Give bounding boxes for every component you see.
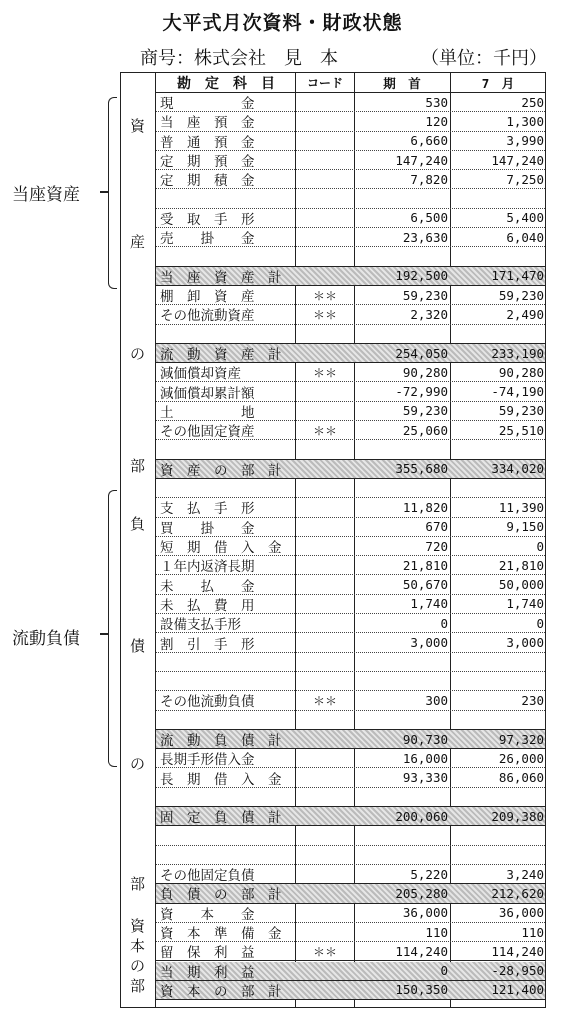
account-cell	[160, 788, 292, 806]
code-cell	[296, 904, 354, 922]
side-label-current-assets: 当座資産	[12, 185, 80, 205]
table-row	[156, 904, 545, 923]
account-cell: 固 定 負 債 計	[160, 810, 282, 827]
prior-value-cell	[356, 846, 448, 864]
code-cell	[296, 556, 354, 574]
code-cell	[296, 132, 354, 150]
month-value-cell: 3,240	[506, 866, 544, 882]
code-cell	[296, 170, 354, 188]
table-row	[156, 865, 545, 884]
prior-value-cell: 670	[425, 519, 448, 535]
balance-sheet-table	[120, 72, 546, 1008]
prior-value-cell: 6,500	[410, 210, 448, 226]
account-cell: 未 払 金	[160, 578, 255, 595]
account-cell: 未 払 費 用	[160, 597, 255, 614]
month-value-cell	[452, 247, 544, 265]
code-cell	[296, 633, 354, 651]
prior-value-cell: 16,000	[402, 750, 448, 766]
account-cell	[160, 846, 292, 864]
code-cell	[296, 711, 354, 729]
code-cell	[296, 190, 354, 208]
month-value-cell: 59,230	[498, 287, 544, 303]
code-cell	[296, 479, 354, 497]
brace-tip-current-liabilities	[100, 633, 108, 635]
code-cell	[296, 402, 354, 420]
code-cell	[296, 267, 354, 285]
code-cell	[296, 846, 354, 864]
month-value-cell	[452, 711, 544, 729]
account-cell: 割 引 手 形	[160, 636, 255, 653]
account-cell: 土 地	[160, 404, 255, 421]
account-cell: 当 期 利 益	[160, 964, 255, 981]
section-char: 部	[129, 875, 145, 893]
table-row	[156, 826, 545, 845]
month-value-cell: 6,040	[506, 229, 544, 245]
prior-value-cell	[356, 826, 448, 844]
code-cell	[296, 537, 354, 555]
month-value-cell	[452, 479, 544, 497]
table-row	[156, 537, 545, 556]
account-cell: 長期手形借入金	[160, 752, 255, 769]
month-value-cell: 171,470	[491, 268, 544, 284]
account-cell	[160, 247, 292, 265]
table-row	[156, 402, 545, 421]
table-row	[156, 962, 545, 981]
section-char: 債	[129, 637, 145, 655]
account-cell: 現 金	[160, 96, 255, 113]
month-value-cell: 121,400	[491, 982, 544, 998]
section-char: 本	[129, 937, 145, 955]
code-cell	[296, 460, 354, 478]
code-cell	[296, 383, 354, 401]
account-cell	[160, 479, 292, 497]
month-value-cell: 114,240	[491, 943, 544, 959]
month-value-cell: 1,300	[506, 113, 544, 129]
unit-label: （単位：千円）	[421, 48, 547, 69]
month-value-cell: -28,950	[491, 963, 544, 979]
prior-value-cell: 530	[425, 94, 448, 110]
code-cell: ＊＊	[312, 693, 337, 708]
month-value-cell: -74,190	[491, 384, 544, 400]
table-row	[156, 576, 545, 595]
code-cell	[296, 93, 354, 111]
account-cell	[160, 826, 292, 844]
column-header-prior: 期 首	[383, 75, 421, 91]
prior-value-cell	[356, 479, 448, 497]
table-row	[156, 633, 545, 652]
code-cell	[296, 653, 354, 671]
prior-value-cell	[356, 247, 448, 265]
code-cell	[296, 962, 354, 980]
table-row	[156, 691, 545, 710]
code-cell	[296, 595, 354, 613]
account-cell: 設備支払手形	[160, 617, 241, 634]
code-cell	[296, 769, 354, 787]
section-char: の	[129, 345, 145, 363]
month-value-cell: 2,490	[506, 306, 544, 322]
code-cell	[296, 112, 354, 130]
table-row	[156, 884, 545, 903]
month-value-cell: 11,390	[498, 499, 544, 515]
month-value-cell: 50,000	[498, 577, 544, 593]
prior-value-cell: 147,240	[395, 152, 448, 168]
prior-value-cell: 355,680	[395, 461, 448, 477]
account-cell: 資 本 金	[160, 906, 255, 923]
month-value-cell: 7,250	[506, 171, 544, 187]
code-cell	[296, 228, 354, 246]
table-row	[156, 769, 545, 788]
account-cell: 定 期 積 金	[160, 173, 255, 190]
month-value-cell: 36,000	[498, 905, 544, 921]
section-column	[121, 73, 156, 1007]
prior-value-cell: 192,500	[395, 268, 448, 284]
month-value-cell: 5,400	[506, 210, 544, 226]
table-row	[156, 228, 545, 247]
table-row	[156, 190, 545, 209]
month-value-cell: 212,620	[491, 885, 544, 901]
code-cell	[296, 865, 354, 883]
code-cell	[296, 247, 354, 265]
month-value-cell: 250	[521, 94, 544, 110]
prior-value-cell	[356, 653, 448, 671]
prior-value-cell: 110	[425, 924, 448, 940]
column-header-month: 7 月	[481, 75, 515, 91]
prior-value-cell: 21,810	[402, 557, 448, 573]
prior-value-cell	[356, 788, 448, 806]
prior-value-cell: 90,730	[402, 731, 448, 747]
table-row	[156, 383, 545, 402]
prior-value-cell: 254,050	[395, 345, 448, 361]
prior-value-cell: 205,280	[395, 885, 448, 901]
account-cell	[160, 440, 292, 458]
prior-value-cell: 6,660	[410, 133, 448, 149]
month-value-cell: 110	[521, 924, 544, 940]
prior-value-cell: 300	[425, 692, 448, 708]
code-cell	[296, 981, 354, 999]
account-cell: 流 動 資 産 計	[160, 347, 282, 364]
month-value-cell: 21,810	[498, 557, 544, 573]
account-cell	[160, 190, 292, 208]
section-char: 資	[129, 917, 145, 935]
month-value-cell	[452, 190, 544, 208]
account-cell: 売 掛 金	[160, 231, 255, 248]
month-value-cell: 25,510	[498, 422, 544, 438]
code-cell	[296, 923, 354, 941]
table-row	[156, 209, 545, 228]
code-cell: ＊＊	[312, 944, 337, 959]
section-char: の	[129, 755, 145, 773]
account-cell: 減価償却累計額	[160, 385, 255, 402]
table-row	[156, 363, 545, 382]
prior-value-cell: 120	[425, 113, 448, 129]
table-row	[156, 479, 545, 498]
month-value-cell: 209,380	[491, 808, 544, 824]
table-row	[156, 981, 545, 1000]
prior-value-cell: 25,060	[402, 422, 448, 438]
account-cell: 買 掛 金	[160, 520, 255, 537]
month-value-cell	[452, 846, 544, 864]
month-value-cell: 334,020	[491, 461, 544, 477]
table-row	[156, 556, 545, 575]
section-char: の	[129, 957, 145, 975]
month-value-cell: 97,320	[498, 731, 544, 747]
prior-value-cell	[356, 711, 448, 729]
code-cell	[296, 672, 354, 690]
side-label-current-liabilities: 流動負債	[12, 629, 80, 649]
month-value-cell: 233,190	[491, 345, 544, 361]
table-row	[156, 286, 545, 305]
account-cell: 資 本 の 部 計	[160, 983, 282, 1000]
prior-value-cell: 59,230	[402, 403, 448, 419]
account-cell: その他流動負債	[160, 694, 255, 711]
prior-value-cell: 50,670	[402, 577, 448, 593]
month-value-cell	[452, 440, 544, 458]
code-cell	[296, 518, 354, 536]
code-cell	[296, 498, 354, 516]
account-cell: その他固定負債	[160, 868, 255, 885]
month-value-cell: 230	[521, 692, 544, 708]
account-cell: 流 動 負 債 計	[160, 733, 282, 750]
table-row	[156, 730, 545, 749]
code-cell	[296, 209, 354, 227]
account-cell	[160, 711, 292, 729]
code-cell	[296, 440, 354, 458]
code-cell	[296, 884, 354, 902]
month-value-cell: 0	[536, 538, 544, 554]
page-title: 大平式月次資料・財政状態	[162, 12, 403, 34]
code-cell	[296, 749, 354, 767]
month-value-cell: 86,060	[498, 770, 544, 786]
account-cell: その他固定資産	[160, 424, 255, 441]
code-cell	[296, 730, 354, 748]
prior-value-cell: 0	[440, 963, 448, 979]
table-row	[156, 807, 545, 826]
month-value-cell: 59,230	[498, 403, 544, 419]
section-char: 産	[129, 233, 145, 251]
table-row	[156, 788, 545, 807]
account-cell: 支 払 手 形	[160, 501, 255, 518]
code-cell	[296, 151, 354, 169]
month-value-cell: 3,990	[506, 133, 544, 149]
table-row	[156, 305, 545, 324]
account-cell: 資 産 の 部 計	[160, 462, 282, 479]
prior-value-cell	[356, 440, 448, 458]
table-row	[156, 267, 545, 286]
account-cell: 定 期 預 金	[160, 154, 255, 171]
prior-value-cell	[356, 325, 448, 343]
table-row	[156, 749, 545, 768]
code-cell	[296, 344, 354, 362]
code-cell	[296, 614, 354, 632]
account-cell: 長 期 借 入 金	[160, 771, 282, 788]
prior-value-cell: 59,230	[402, 287, 448, 303]
table-row	[156, 247, 545, 266]
account-cell: 留 保 利 益	[160, 945, 255, 962]
account-cell: その他流動資産	[160, 308, 255, 325]
table-row	[156, 614, 545, 633]
code-cell: ＊＊	[312, 365, 337, 380]
table-row	[156, 170, 545, 189]
prior-value-cell: 23,630	[402, 229, 448, 245]
table-row	[156, 942, 545, 961]
table-row	[156, 923, 545, 942]
account-cell: 減価償却資産	[160, 366, 241, 383]
account-cell	[160, 672, 292, 690]
column-header-code: コード	[306, 76, 343, 90]
account-cell: 当 座 資 産 計	[160, 269, 282, 286]
section-char: 負	[129, 515, 145, 533]
prior-value-cell	[356, 190, 448, 208]
prior-value-cell: 90,280	[402, 364, 448, 380]
month-value-cell: 90,280	[498, 364, 544, 380]
month-value-cell: 147,240	[491, 152, 544, 168]
prior-value-cell: 11,820	[402, 499, 448, 515]
account-cell	[160, 653, 292, 671]
account-cell: 負 債 の 部 計	[160, 887, 282, 904]
month-value-cell: 0	[536, 615, 544, 631]
prior-value-cell: -72,990	[395, 384, 448, 400]
code-cell: ＊＊	[312, 307, 337, 322]
prior-value-cell: 93,330	[402, 770, 448, 786]
table-row	[156, 112, 545, 131]
table-row	[156, 93, 545, 112]
code-cell: ＊＊	[312, 288, 337, 303]
brace-current-assets	[108, 97, 117, 289]
prior-value-cell: 7,820	[410, 171, 448, 187]
prior-value-cell: 720	[425, 538, 448, 554]
prior-value-cell: 5,220	[410, 866, 448, 882]
month-value-cell	[452, 788, 544, 806]
prior-value-cell: 150,350	[395, 982, 448, 998]
column-header-account: 勘 定 科 目	[177, 75, 275, 92]
table-header-row	[156, 73, 545, 93]
prior-value-cell: 2,320	[410, 306, 448, 322]
code-cell: ＊＊	[312, 423, 337, 438]
table-row	[156, 421, 545, 440]
table-row	[156, 846, 545, 865]
month-value-cell	[452, 826, 544, 844]
table-row	[156, 498, 545, 517]
month-value-cell: 3,000	[506, 635, 544, 651]
table-row	[156, 595, 545, 614]
table-row	[156, 460, 545, 479]
code-cell	[296, 826, 354, 844]
section-char: 部	[129, 457, 145, 475]
prior-value-cell: 114,240	[395, 943, 448, 959]
brace-tip-current-assets	[100, 191, 108, 193]
table-row	[156, 672, 545, 691]
account-cell: 棚 卸 資 産	[160, 289, 255, 306]
prior-value-cell: 200,060	[395, 808, 448, 824]
month-value-cell: 26,000	[498, 750, 544, 766]
month-value-cell: 1,740	[506, 596, 544, 612]
brace-current-liabilities	[108, 490, 117, 767]
section-char: 部	[129, 977, 145, 995]
account-cell: 資 本 準 備 金	[160, 926, 282, 943]
code-cell	[296, 576, 354, 594]
company-name: 商号：株式会社 見 本	[140, 48, 338, 69]
table-row	[156, 325, 545, 344]
account-cell	[160, 325, 292, 343]
prior-value-cell: 36,000	[402, 905, 448, 921]
account-cell: 短 期 借 入 金	[160, 540, 282, 557]
code-cell	[296, 807, 354, 825]
table-row	[156, 132, 545, 151]
table-row	[156, 518, 545, 537]
table-row	[156, 151, 545, 170]
prior-value-cell: 0	[440, 615, 448, 631]
month-value-cell: 9,150	[506, 519, 544, 535]
month-value-cell	[452, 672, 544, 690]
account-cell: 受 取 手 形	[160, 211, 255, 228]
account-cell: １年内返済長期	[160, 559, 255, 576]
code-cell	[296, 788, 354, 806]
account-cell: 当 座 預 金	[160, 115, 255, 132]
prior-value-cell: 3,000	[410, 635, 448, 651]
account-cell: 普 通 預 金	[160, 134, 255, 151]
table-row	[156, 344, 545, 363]
month-value-cell	[452, 653, 544, 671]
month-value-cell	[452, 325, 544, 343]
prior-value-cell	[356, 672, 448, 690]
code-cell	[296, 325, 354, 343]
prior-value-cell: 1,740	[410, 596, 448, 612]
table-row	[156, 711, 545, 730]
table-row	[156, 440, 545, 459]
section-char: 資	[129, 117, 145, 135]
table-row	[156, 653, 545, 672]
